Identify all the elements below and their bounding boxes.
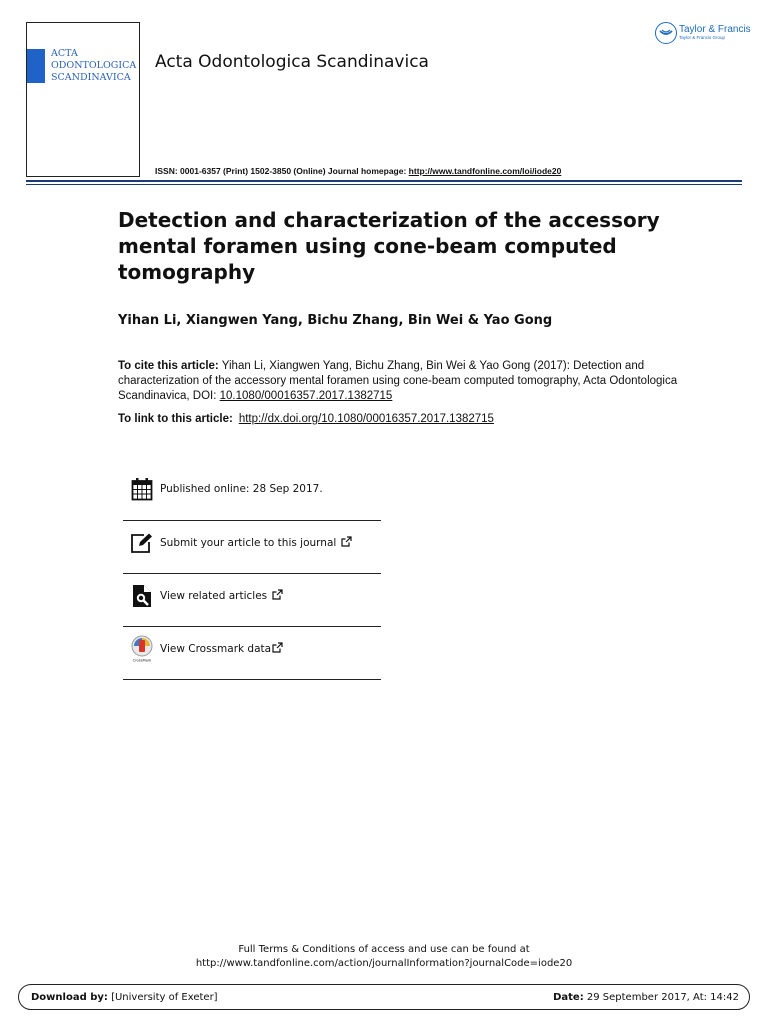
crossmark-row[interactable]	[123, 622, 381, 675]
terms-url-link[interactable]: http://www.tandfonline.com/action/journalInformation?journalCode=iode20	[195, 958, 573, 969]
crossmark-label	[160, 642, 283, 656]
cover-line-3: SCANDINAVICA	[51, 72, 131, 83]
crossmark-text: View Crossmark data	[160, 642, 272, 655]
download-value: [University of Exeter]	[107, 991, 218, 1003]
external-link-icon	[272, 642, 283, 656]
external-link-icon	[341, 536, 352, 550]
submit-article-row[interactable]	[123, 516, 381, 569]
issn-line	[155, 166, 561, 176]
publisher-logo-text: Taylor & Francis	[679, 24, 751, 36]
published-online-row	[123, 462, 381, 515]
citation-doi-link[interactable]: 10.1080/00016357.2017.1382715	[219, 390, 393, 402]
article-doi-link[interactable]: http://dx.doi.org/10.1080/00016357.2017.1382715	[238, 413, 494, 425]
download-info-bar	[18, 984, 750, 1010]
journal-cover	[26, 22, 140, 177]
terms-line-1: Full Terms & Conditions of access and use can be found at	[238, 944, 530, 955]
related-articles-row[interactable]	[123, 569, 381, 622]
crossmark-caption: CrossMark	[132, 658, 152, 662]
published-online-label: Published online: 28 Sep 2017.	[160, 482, 323, 495]
download-date	[553, 992, 739, 1003]
date-value: 29 September 2017, At: 14:42	[583, 991, 739, 1003]
divider	[123, 679, 381, 680]
related-articles-text: View related articles	[160, 589, 268, 602]
crossmark-icon	[127, 634, 157, 664]
publisher-logo-icon	[655, 22, 677, 44]
cover-title	[51, 48, 136, 84]
cover-line-1: ACTA	[51, 48, 78, 59]
journal-homepage-link[interactable]: http://www.tandfonline.com/loi/iode20	[408, 166, 562, 176]
cover-accent-bar	[27, 49, 45, 83]
submit-article-text: Submit your article to this journal	[160, 536, 337, 549]
related-articles-label	[160, 589, 283, 603]
article-authors: Yihan Li, Xiangwen Yang, Bichu Zhang, Bin Wei & Yao Gong	[118, 313, 553, 328]
header-rule-thin	[26, 184, 742, 185]
article-title: Detection and characterization of the accessory mental foramen using cone-beam computed tomography	[118, 208, 660, 284]
journal-name: Acta Odontologica Scandinavica	[155, 52, 429, 72]
article-link	[118, 413, 494, 425]
date-label: Date:	[553, 991, 584, 1003]
edit-icon	[127, 528, 157, 558]
download-label: Download by:	[31, 991, 108, 1003]
document-search-icon	[127, 581, 157, 611]
header-rule	[26, 180, 742, 182]
cover-line-2: ODONTOLOGICA	[51, 60, 137, 71]
citation-label: To cite this article:	[118, 360, 219, 372]
calendar-icon	[127, 474, 157, 504]
submit-article-label	[160, 536, 352, 550]
publisher-logo	[655, 22, 751, 44]
issn-text: ISSN: 0001-6357 (Print) 1502-3850 (Online) Journal homepage:	[155, 166, 409, 176]
external-link-icon	[272, 589, 283, 603]
download-by	[31, 992, 218, 1003]
article-link-label: To link to this article:	[118, 413, 233, 425]
citation-text: Yihan Li, Xiangwen Yang, Bichu Zhang, Bin Wei & Yao Gong (2017): Detection and characterization of the accessory mental foramen using cone-beam computed tomography, Acta Odontologica Scandinavica, DOI:	[118, 360, 678, 402]
publisher-logo-subtext: Taylor & Francis Group	[679, 35, 726, 41]
citation	[118, 359, 678, 404]
